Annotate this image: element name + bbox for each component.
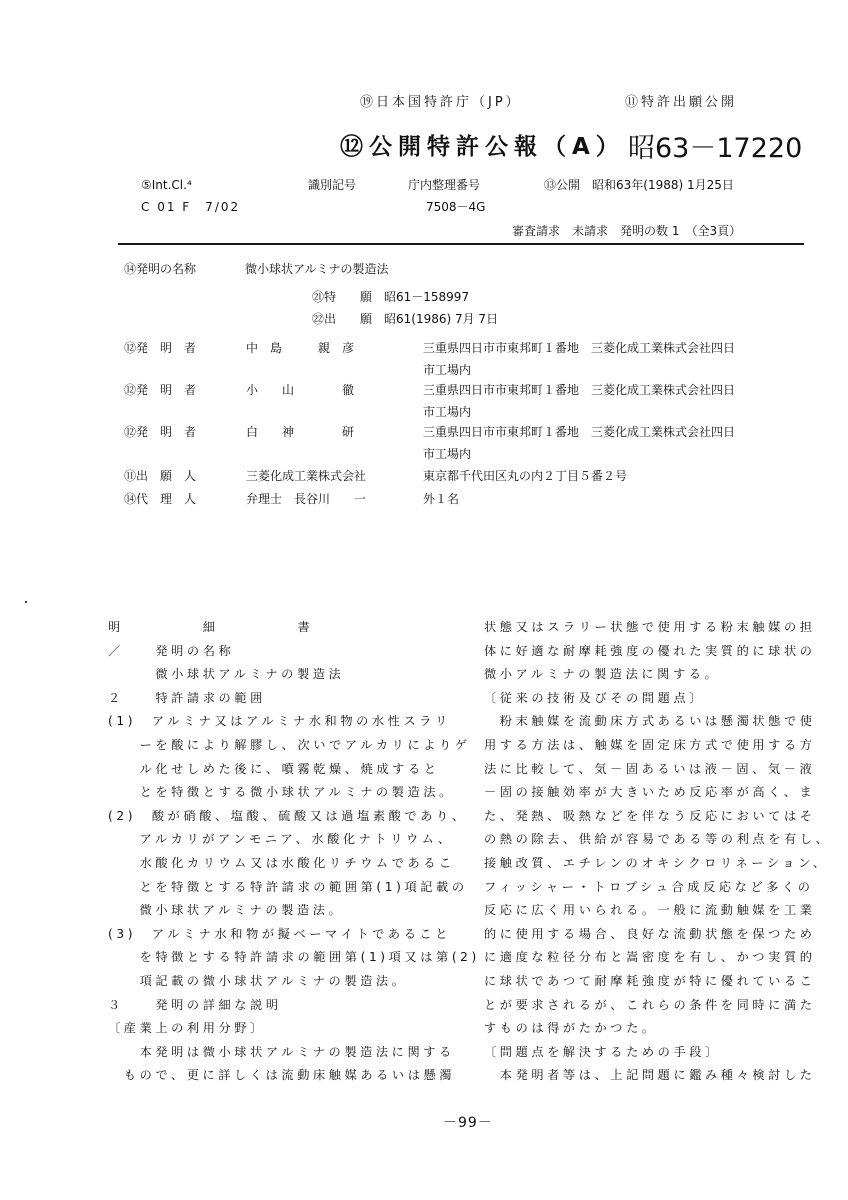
party-address-cont: 市工場内 [423,405,472,419]
page-number: －99－ [443,1115,493,1131]
body-line: 粉末触媒を流動床方式あるいは懸濁状態で使 [484,714,816,729]
body-line: とを特徴とする微小球状アルミナの製造法。 [108,785,455,800]
scan-speck [25,601,27,603]
body-line: ーを酸により解膠し、次いでアルカリによりゲ [108,738,471,752]
office-name: ⑲日本国特許庁（JP） [360,95,522,110]
body-line: 微小球状アルミナの製造法 [108,667,345,682]
body-line: ３ 発明の詳細な説明 [108,997,282,1012]
body-line: アルカリがアンモニア、水酸化ナトリウム、 [108,832,454,847]
publication-date: ⑬公開 昭和63年(1988) 1月25日 [544,178,734,192]
body-line: 〔産業上の利用分野〕 [108,1021,266,1036]
body-line: (3) アルミナ水和物が擬ベーマイトであること [108,926,452,941]
intcl-label: ⑤Int.Cl.⁴ [141,178,192,192]
body-line: 本発明は微小球状アルミナの製造法に関する [108,1044,455,1059]
body-line: 本発明者等は、上記問題に鑑み種々検討した [484,1068,816,1083]
body-line: 微小球状アルミナの製造法。 [108,903,345,918]
body-line: 〔従来の技術及びその問題点〕 [484,690,706,705]
gazette-title: ⑫公開特許公報（A） [340,134,625,160]
body-line: 水酸化カリウム又は水酸化リチウムであるこ [108,856,455,870]
party-role: ⑫発 明 者 [124,425,197,439]
invention-title-label: ⑭発明の名称 [124,262,197,276]
party-role: ⑭代 理 人 [124,492,197,506]
body-line: 状態又はスラリー状態で使用する粉末触媒の担 [484,620,816,634]
publication-number: 昭63－17220 [628,133,803,164]
body-line: 接触改質、エチレンのオキシクロリネーション、 [484,856,829,870]
invention-title: 微小球状アルミナの製造法 [245,262,389,276]
party-name: 三菱化成工業株式会社 [246,469,367,483]
body-line: 的に使用する場合、良好な流動状態を保つため [484,926,816,941]
body-line: とが要求されるが、これらの条件を同時に満た [484,997,816,1012]
body-line: に球状であつて耐摩耗強度が特に優れているこ [484,974,816,988]
identification-label: 識別記号 [308,178,357,192]
body-line: ／ 発明の名称 [108,643,235,658]
intcl-value: C 01 F 7/02 [141,200,241,214]
examination-status: 審査請求 未請求 発明の数 1 （全3頁） [512,224,742,238]
body-line: 用する方法は、触媒を固定床方式で使用する方 [484,738,816,752]
party-address: 三重県四日市市東邦町１番地 三菱化成工業株式会社四日 [423,341,736,355]
office-ref-value: 7508－4G [426,200,486,214]
body-line: ２ 特許請求の範囲 [108,690,266,705]
party-address: 外１名 [423,492,460,506]
party-name: 小 山 徹 [246,383,355,397]
body-line: フィッシャー・トロプシュ合成反応など多くの [484,879,814,894]
party-name: 弁理士 長谷川 一 [246,492,367,506]
body-line: すものは得がたかつた。 [484,1021,658,1036]
application-date: ㉒出 願 昭61(1986) 7月 7日 [312,312,499,326]
body-line: 明 細 書 [108,620,314,634]
body-line: とを特徴とする特許請求の範囲第(1)項記載の [108,879,468,894]
party-address-cont: 市工場内 [423,447,472,461]
office-ref-label: 庁内整理番号 [408,178,481,192]
body-line: 反応に広く用いられる。一般に流動触媒を工業 [484,903,816,918]
body-line: を特徴とする特許請求の範囲第(1)項又は第(2) [108,950,480,965]
body-line: 体に好適な耐摩耗強度の優れた実質的に球状の [484,643,816,658]
body-line: に適度な粒径分布と嵩密度を有し、かつ実質的 [484,950,816,965]
header-divider [118,243,804,245]
application-number: ㉑特 願 昭61－158997 [312,290,470,304]
body-line: た、発熱、吸熱などを伴なう反応においてはそ [484,808,816,823]
party-address: 三重県四日市市東邦町１番地 三菱化成工業株式会社四日 [423,383,736,397]
body-line: ル化せしめた後に、噴霧乾燥、焼成すると [108,761,440,776]
party-role: ⑪出 願 人 [124,469,197,483]
body-line: －固の接触効率が大きいため反応率が高く、ま [484,785,816,800]
party-address: 三重県四日市市東邦町１番地 三菱化成工業株式会社四日 [423,425,736,439]
party-address-cont: 市工場内 [423,363,472,377]
body-line: 微小アルミナの製造法に関する。 [484,667,721,682]
publication-type: ⑪特許出願公開 [625,95,738,110]
party-role: ⑫発 明 者 [124,341,197,355]
body-line: 〔問題点を解決するための手段〕 [484,1044,721,1059]
body-line: の熱の除去、供給が容易である等の利点を有し、 [484,832,832,847]
party-address: 東京都千代田区丸の内２丁目５番２号 [423,469,628,483]
body-line: (1) アルミナ又はアルミナ水和物の水性スラリ [108,714,451,729]
party-name: 白 神 研 [246,425,355,439]
party-role: ⑫発 明 者 [124,383,197,397]
body-line: (2) 酸が硝酸、塩酸、硫酸又は過塩素酸であり、 [108,808,468,823]
body-line: 法に比較して、気－固あるいは液－固、気－液 [484,761,816,776]
body-line: 項記載の微小球状アルミナの製造法。 [108,974,408,988]
body-line: もので、更に詳しくは流動床触媒あるいは懸濁 [108,1068,456,1083]
party-name: 中 島 親 彦 [246,341,355,355]
